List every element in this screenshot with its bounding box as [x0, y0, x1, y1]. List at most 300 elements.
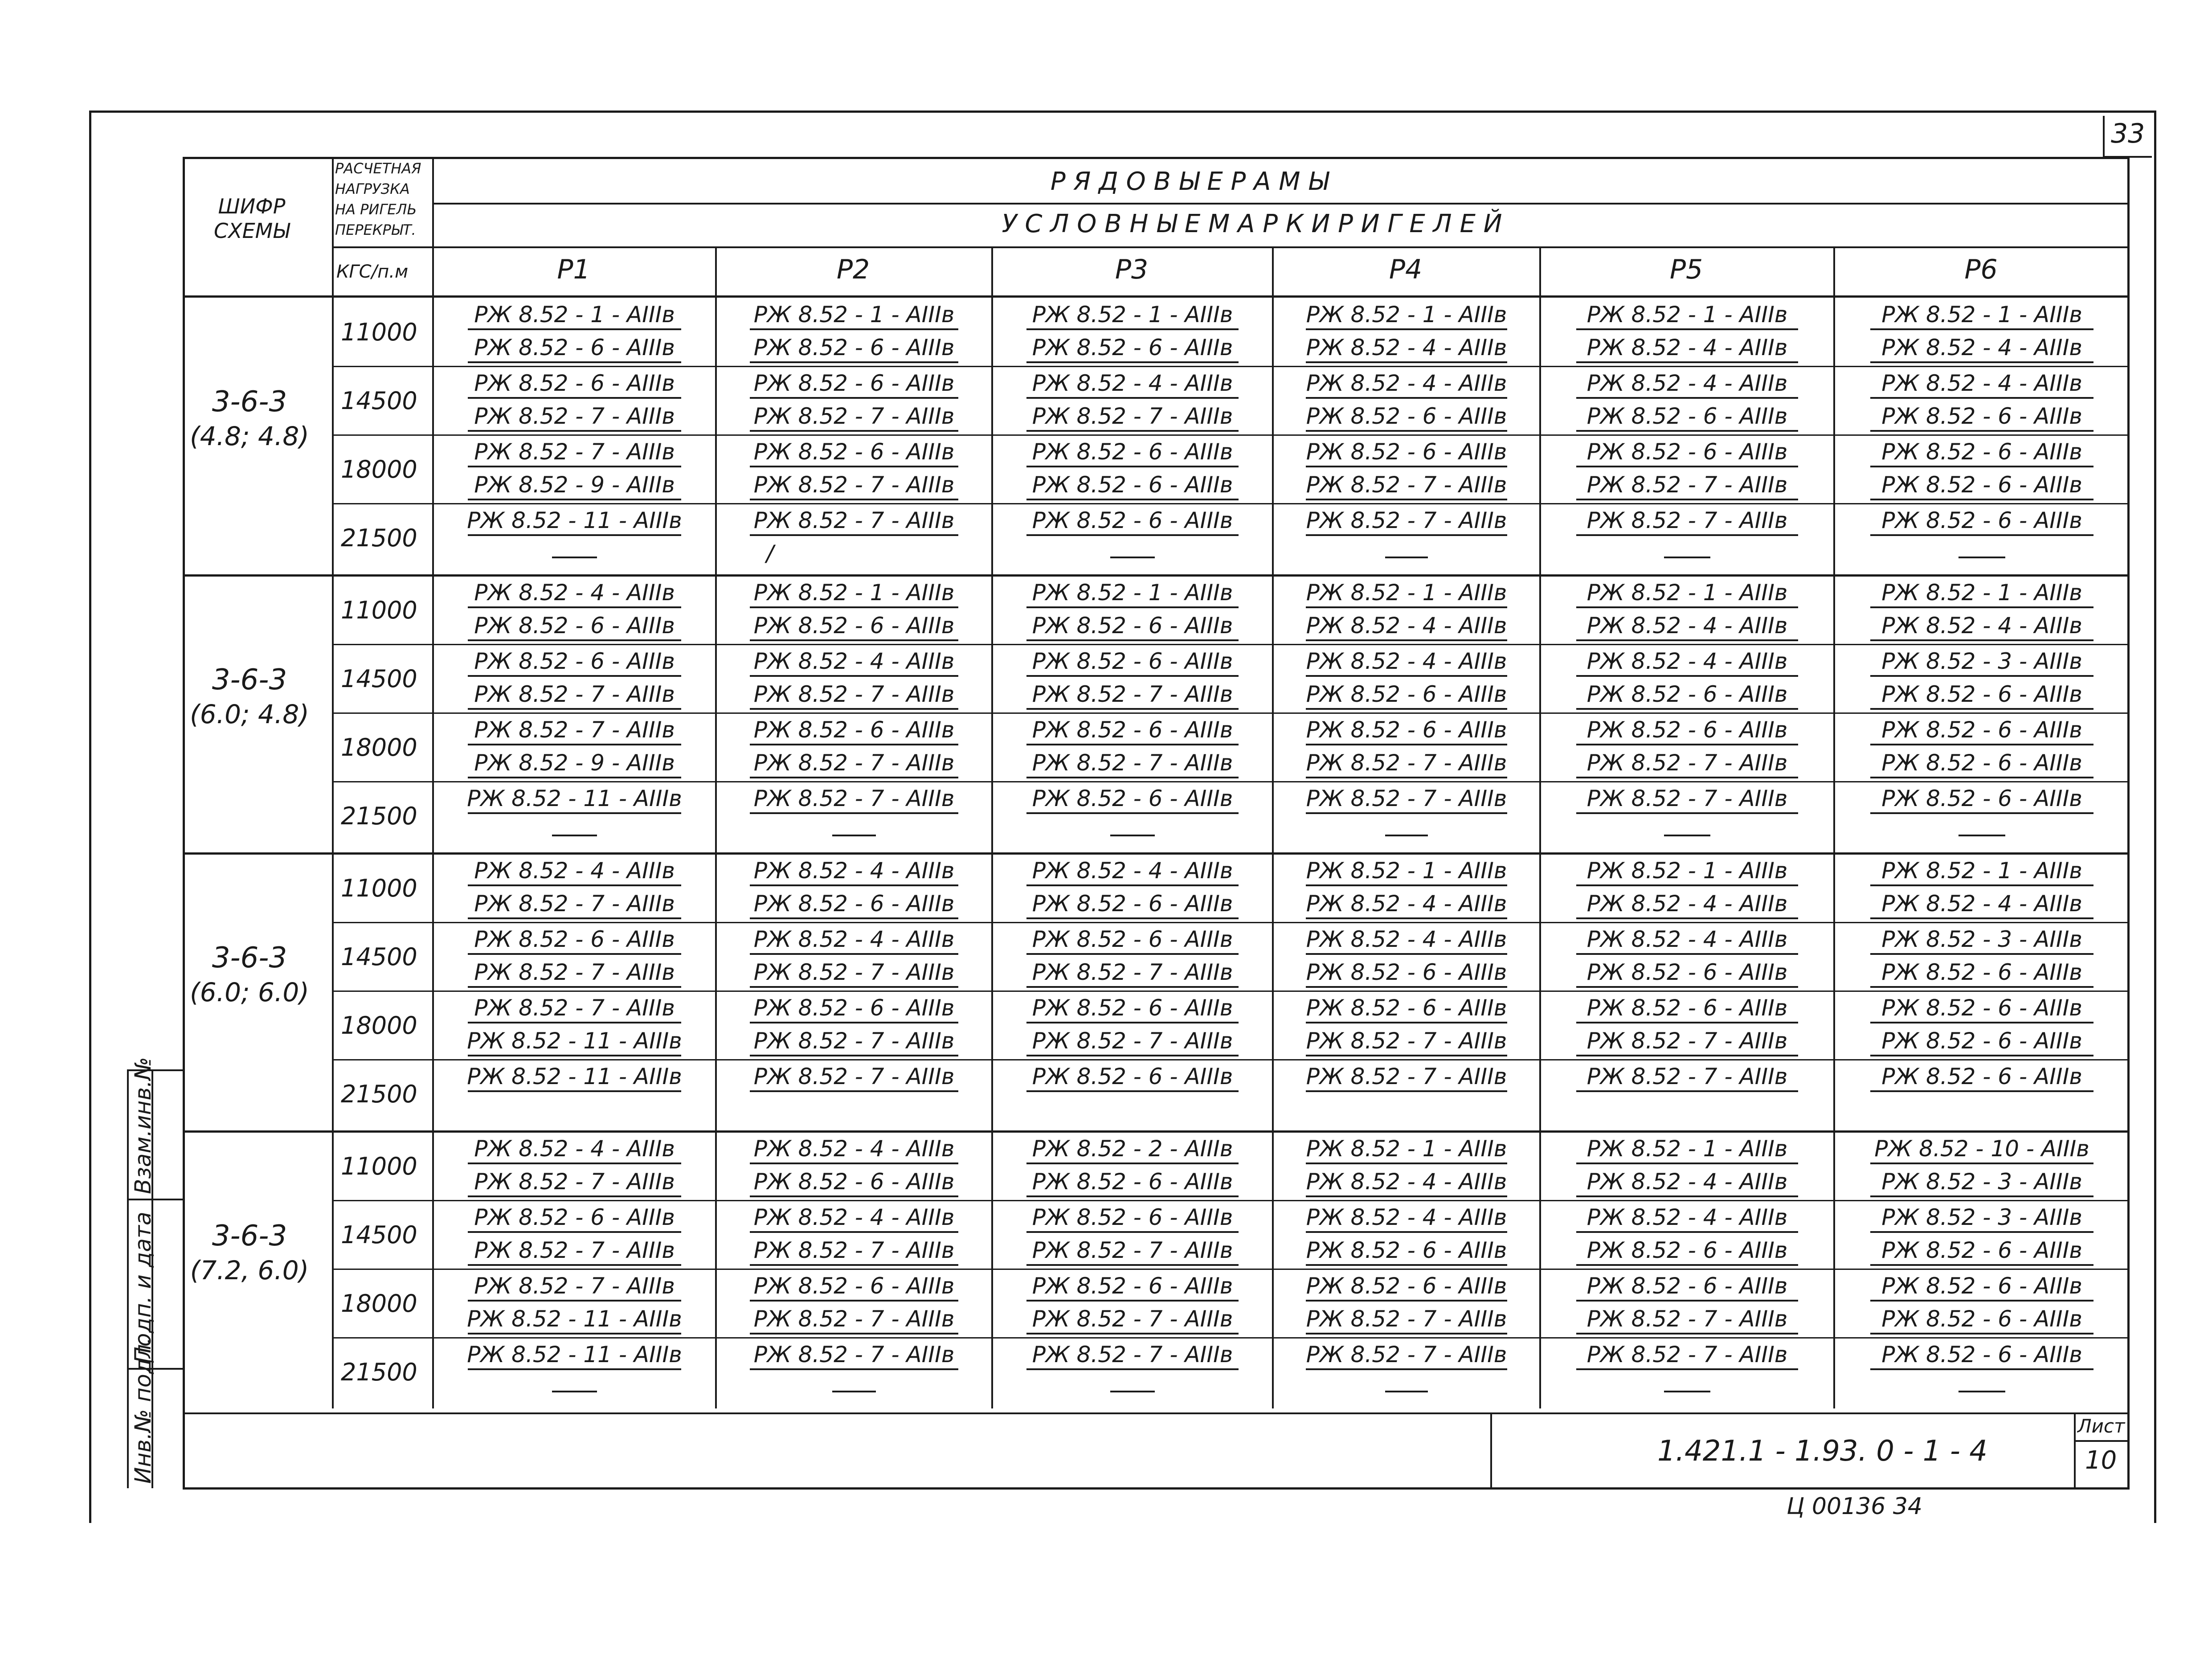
mark-bottom: РЖ 8.52 - 4 - АIIIв	[1586, 335, 1788, 360]
mark-underline	[750, 708, 958, 710]
mark-top: РЖ 8.52 - 6 - АIIIв	[1881, 717, 2082, 743]
mark-underline	[750, 1333, 958, 1334]
title-row-2: У С Л О В Н Ы Е М А Р К И Р И Г Е Л Е Й	[1002, 209, 1502, 238]
mark-top: РЖ 8.52 - 6 - АIIIв	[1586, 439, 1788, 465]
mark-underline	[1026, 639, 1239, 641]
mark-underline	[1306, 1264, 1508, 1266]
mark-cell	[434, 367, 715, 435]
mark-top: РЖ 8.52 - 4 - АIIIв	[474, 1136, 675, 1162]
mark-underline	[750, 1090, 958, 1092]
mark-top: РЖ 8.52 - 11 - АIIIв	[467, 1064, 682, 1089]
mark-underline	[1306, 1300, 1508, 1302]
mark-bottom: РЖ 8.52 - 7 - АIIIв	[1306, 472, 1507, 498]
load-value: 14500	[341, 943, 417, 971]
mark-top: РЖ 8.52 - 6 - АIIIв	[1306, 1273, 1507, 1299]
mark-top: РЖ 8.52 - 4 - АIIIв	[474, 858, 675, 884]
mark-top: РЖ 8.52 - 4 - АIIIв	[474, 580, 675, 606]
mark-bottom: РЖ 8.52 - 6 - АIIIв	[1586, 403, 1788, 429]
mark-bottom: РЖ 8.52 - 7 - АIIIв	[753, 403, 955, 429]
mark-top: РЖ 8.52 - 1 - АIIIв	[1586, 1136, 1788, 1162]
mark-underline	[750, 917, 958, 919]
mark-cell	[1835, 923, 2129, 991]
load-unit: КГС/п.м	[336, 262, 409, 282]
mark-underline	[468, 1090, 682, 1092]
mark-bottom: РЖ 8.52 - 7 - АIIIв	[1032, 403, 1233, 429]
mark-underline	[1870, 1264, 2093, 1266]
empty-dash	[1385, 1391, 1427, 1392]
mark-top: РЖ 8.52 - 4 - АIIIв	[1306, 370, 1507, 396]
mark-top: РЖ 8.52 - 1 - АIIIв	[1881, 302, 2082, 327]
mark-cell	[1274, 991, 1539, 1060]
mark-underline	[750, 1300, 958, 1302]
mark-underline	[1026, 744, 1239, 745]
mark-cell	[1541, 1201, 1833, 1269]
mark-underline	[1870, 1090, 2093, 1092]
mark-cell	[1835, 1338, 2129, 1407]
empty-dash	[1664, 835, 1711, 836]
mark-underline	[1306, 430, 1508, 432]
mark-underline	[750, 986, 958, 988]
header-line-1	[432, 203, 2129, 205]
mark-underline	[750, 675, 958, 677]
mark-cell	[434, 1060, 715, 1129]
mark-top: РЖ 8.52 - 7 - АIIIв	[753, 1342, 955, 1367]
scheme-spans: (4.8; 4.8)	[190, 421, 309, 451]
mark-top: РЖ 8.52 - 6 - АIIIв	[753, 439, 955, 465]
mark-underline	[1870, 1333, 2093, 1334]
mark-underline	[750, 744, 958, 745]
mark-cell	[1835, 1201, 2129, 1269]
mark-cell	[993, 435, 1272, 504]
empty-dash	[1110, 557, 1155, 558]
column-header-р1: Р1	[557, 254, 590, 285]
mark-cell	[1835, 367, 2129, 435]
mark-bottom: РЖ 8.52 - 6 - АIIIв	[753, 335, 955, 360]
load-value: 21500	[341, 524, 417, 552]
mark-top: РЖ 8.52 - 6 - АIIIв	[753, 717, 955, 743]
mark-underline	[1306, 1368, 1508, 1370]
mark-cell	[1541, 367, 1833, 435]
mark-underline	[1870, 744, 2093, 745]
mark-cell	[993, 1201, 1272, 1269]
load-value: 11000	[341, 318, 417, 346]
cipher-label-2: СХЕМЫ	[213, 219, 290, 243]
mark-bottom: РЖ 8.52 - 7 - АIIIв	[1306, 1028, 1507, 1054]
mark-top: РЖ 8.52 - 6 - АIIIв	[1881, 1342, 2082, 1367]
mark-cell	[717, 576, 991, 645]
mark-bottom: РЖ 8.52 - 7 - АIIIв	[474, 891, 675, 917]
column-header-р3: Р3	[1115, 254, 1149, 285]
header-line-2	[332, 246, 2129, 248]
mark-top: РЖ 8.52 - 11 - АIIIв	[467, 786, 682, 811]
mark-underline	[1026, 1264, 1239, 1266]
mark-bottom: РЖ 8.52 - 6 - АIIIв	[753, 1169, 955, 1195]
empty-dash	[552, 557, 597, 558]
mark-cell	[434, 645, 715, 713]
mark-underline	[468, 744, 682, 745]
mark-bottom: РЖ 8.52 - 6 - АIIIв	[1881, 681, 2082, 707]
mark-top: РЖ 8.52 - 6 - АIIIв	[1032, 995, 1233, 1021]
mark-bottom: РЖ 8.52 - 4 - АIIIв	[1306, 891, 1507, 917]
mark-top: РЖ 8.52 - 4 - АIIIв	[753, 858, 955, 884]
empty-dash	[1385, 557, 1427, 558]
mark-underline	[750, 534, 958, 536]
mark-cell	[1541, 1269, 1833, 1338]
mark-cell	[717, 1201, 991, 1269]
mark-top: РЖ 8.52 - 6 - АIIIв	[753, 1273, 955, 1299]
mark-bottom: РЖ 8.52 - 7 - АIIIв	[1032, 681, 1233, 707]
mark-underline	[1306, 1055, 1508, 1056]
mark-cell	[993, 1269, 1272, 1338]
mark-cell	[1274, 367, 1539, 435]
mark-cell	[717, 854, 991, 923]
mark-cell	[1541, 576, 1833, 645]
mark-top: РЖ 8.52 - 6 - АIIIв	[1306, 717, 1507, 743]
empty-dash	[1385, 835, 1427, 836]
mark-bottom: РЖ 8.52 - 6 - АIIIв	[1586, 959, 1788, 985]
mark-bottom: РЖ 8.52 - 11 - АIIIв	[467, 1028, 682, 1054]
mark-top: РЖ 8.52 - 7 - АIIIв	[1306, 1064, 1507, 1089]
mark-cell	[993, 1060, 1272, 1129]
mark-top: РЖ 8.52 - 1 - АIIIв	[1306, 858, 1507, 884]
mark-underline	[468, 986, 682, 988]
mark-top: РЖ 8.52 - 6 - АIIIв	[1586, 1273, 1788, 1299]
mark-top: РЖ 8.52 - 4 - АIIIв	[753, 926, 955, 952]
mark-top: РЖ 8.52 - 4 - АIIIв	[753, 648, 955, 674]
mark-top: РЖ 8.52 - 6 - АIIIв	[1881, 786, 2082, 811]
load-value: 21500	[341, 1080, 417, 1108]
mark-cell	[993, 298, 1272, 367]
mark-bottom: РЖ 8.52 - 7 - АIIIв	[753, 1306, 955, 1332]
mark-underline	[468, 466, 682, 467]
mark-top: РЖ 8.52 - 4 - АIIIв	[1586, 648, 1788, 674]
stamp-left	[127, 1069, 129, 1488]
mark-underline	[750, 361, 958, 363]
mark-top: РЖ 8.52 - 6 - АIIIв	[1306, 439, 1507, 465]
mark-bottom: РЖ 8.52 - 6 - АIIIв	[1032, 472, 1233, 498]
mark-underline	[1870, 606, 2093, 608]
mark-underline	[1306, 1163, 1508, 1164]
mark-underline	[1026, 430, 1239, 432]
mark-cell	[1541, 991, 1833, 1060]
corner-box-left	[2103, 116, 2105, 157]
mark-cell	[1274, 782, 1539, 851]
mark-top: РЖ 8.52 - 7 - АIIIв	[1032, 1342, 1233, 1367]
title-block-sheet-left	[2074, 1412, 2076, 1488]
mark-bottom: РЖ 8.52 - 7 - АIIIв	[753, 959, 955, 985]
mark-underline	[1306, 466, 1508, 467]
mark-underline	[1576, 1333, 1799, 1334]
mark-cell	[1274, 713, 1539, 782]
mark-top: РЖ 8.52 - 6 - АIIIв	[1032, 439, 1233, 465]
mark-cell	[993, 1338, 1272, 1407]
mark-underline	[468, 1055, 682, 1056]
mark-underline	[1026, 812, 1239, 814]
mark-underline	[1306, 986, 1508, 988]
mark-underline	[1870, 1055, 2093, 1056]
mark-cell	[1274, 298, 1539, 367]
mark-underline	[1306, 777, 1508, 778]
mark-top: РЖ 8.52 - 6 - АIIIв	[753, 370, 955, 396]
mark-underline	[468, 1368, 682, 1370]
mark-top: РЖ 8.52 - 7 - АIIIв	[1306, 1342, 1507, 1367]
mark-top: РЖ 8.52 - 1 - АIIIв	[474, 302, 675, 327]
mark-underline	[1576, 777, 1799, 778]
mark-underline	[1576, 917, 1799, 919]
mark-underline	[1306, 884, 1508, 886]
mark-top: РЖ 8.52 - 1 - АIIIв	[1032, 302, 1233, 327]
mark-underline	[1576, 466, 1799, 467]
mark-bottom: РЖ 8.52 - 7 - АIIIв	[753, 750, 955, 776]
mark-cell	[434, 991, 715, 1060]
empty-dash	[832, 835, 876, 836]
mark-bottom: РЖ 8.52 - 6 - АIIIв	[1306, 681, 1507, 707]
mark-top: РЖ 8.52 - 3 - АIIIв	[1881, 1204, 2082, 1230]
mark-top: РЖ 8.52 - 4 - АIIIв	[1032, 858, 1233, 884]
mark-underline	[1306, 917, 1508, 919]
empty-dash	[1110, 1391, 1155, 1392]
mark-top: РЖ 8.52 - 1 - АIIIв	[1306, 1136, 1507, 1162]
mark-top: РЖ 8.52 - 3 - АIIIв	[1881, 926, 2082, 952]
mark-underline	[1026, 1163, 1239, 1164]
mark-underline	[1306, 499, 1508, 500]
sheet-number: 10	[2085, 1446, 2117, 1475]
mark-underline	[1026, 953, 1239, 955]
mark-underline	[1026, 777, 1239, 778]
mark-underline	[1576, 1231, 1799, 1233]
mark-top: РЖ 8.52 - 6 - АIIIв	[753, 995, 955, 1021]
mark-top: РЖ 8.52 - 7 - АIIIв	[1586, 508, 1788, 533]
mark-cell	[434, 1269, 715, 1338]
mark-underline	[750, 328, 958, 330]
mark-underline	[750, 397, 958, 399]
mark-cell	[993, 854, 1272, 923]
mark-underline	[1576, 986, 1799, 988]
mark-cell	[993, 645, 1272, 713]
mark-top: РЖ 8.52 - 6 - АIIIв	[1032, 508, 1233, 533]
scheme-spans: (7.2, 6.0)	[190, 1255, 309, 1285]
mark-underline	[1576, 1300, 1799, 1302]
empty-dash	[1664, 557, 1711, 558]
mark-underline	[1306, 1231, 1508, 1233]
mark-bottom: РЖ 8.52 - 9 - АIIIв	[474, 750, 675, 776]
mark-underline	[1026, 1300, 1239, 1302]
mark-underline	[468, 499, 682, 500]
mark-cell	[717, 367, 991, 435]
mark-bottom: РЖ 8.52 - 4 - АIIIв	[1586, 613, 1788, 639]
mark-top: РЖ 8.52 - 6 - АIIIв	[474, 648, 675, 674]
mark-underline	[468, 397, 682, 399]
mark-underline	[468, 812, 682, 814]
mark-top: РЖ 8.52 - 1 - АIIIв	[1306, 302, 1507, 327]
mark-underline	[1306, 953, 1508, 955]
stamp-cell-3: Инв.№ подл.	[130, 1337, 156, 1484]
title-block-divider	[1490, 1412, 1492, 1488]
mark-cell	[434, 1201, 715, 1269]
mark-top: РЖ 8.52 - 6 - АIIIв	[1032, 717, 1233, 743]
stamp-div-1	[127, 1199, 184, 1200]
empty-dash	[552, 1391, 597, 1392]
mark-underline	[1576, 397, 1799, 399]
outer-frame-left	[89, 111, 91, 1523]
mark-cell	[434, 713, 715, 782]
main-frame-left	[183, 157, 185, 1489]
mark-cell	[1274, 1201, 1539, 1269]
mark-bottom: РЖ 8.52 - 4 - АIIIв	[1881, 613, 2082, 639]
mark-underline	[1306, 708, 1508, 710]
mark-top: РЖ 8.52 - 6 - АIIIв	[1032, 1064, 1233, 1089]
mark-underline	[1026, 328, 1239, 330]
mark-cell	[434, 298, 715, 367]
mark-underline	[750, 953, 958, 955]
mark-underline	[468, 953, 682, 955]
mark-underline	[750, 1055, 958, 1056]
mark-top: РЖ 8.52 - 4 - АIIIв	[1306, 1204, 1507, 1230]
mark-underline	[1576, 361, 1799, 363]
mark-underline	[468, 639, 682, 641]
mark-underline	[1576, 1163, 1799, 1164]
mark-top: РЖ 8.52 - 6 - АIIIв	[1881, 1064, 2082, 1089]
mark-underline	[1870, 708, 2093, 710]
mark-cell	[1835, 435, 2129, 504]
mark-bottom: РЖ 8.52 - 7 - АIIIв	[474, 1237, 675, 1263]
mark-underline	[750, 812, 958, 814]
mark-cell	[1541, 298, 1833, 367]
mark-cell	[1835, 1132, 2129, 1201]
mark-cell	[434, 1338, 715, 1407]
mark-cell	[1274, 1338, 1539, 1407]
mark-bottom: РЖ 8.52 - 7 - АIIIв	[1032, 1028, 1233, 1054]
mark-top: РЖ 8.52 - 4 - АIIIв	[1881, 370, 2082, 396]
mark-cell	[717, 435, 991, 504]
load-value: 14500	[341, 1221, 417, 1249]
mark-cell	[1541, 854, 1833, 923]
mark-cell	[1541, 645, 1833, 713]
mark-underline	[1306, 534, 1508, 536]
mark-top: РЖ 8.52 - 1 - АIIIв	[753, 580, 955, 606]
mark-underline	[1306, 328, 1508, 330]
header-line-3	[183, 295, 2129, 298]
mark-underline	[468, 917, 682, 919]
mark-cell	[1835, 991, 2129, 1060]
mark-underline	[1870, 675, 2093, 677]
mark-underline	[1870, 1231, 2093, 1233]
empty-dash	[552, 835, 597, 836]
mark-cell	[1835, 1269, 2129, 1338]
mark-bottom: РЖ 8.52 - 7 - АIIIв	[1306, 750, 1507, 776]
mark-bottom: РЖ 8.52 - 9 - АIIIв	[474, 472, 675, 498]
mark-bottom: РЖ 8.52 - 7 - АIIIв	[753, 472, 955, 498]
mark-underline	[1576, 1195, 1799, 1197]
load-label-1: РАСЧЕТНАЯ	[335, 160, 421, 177]
mark-cell	[1835, 504, 2129, 573]
mark-underline	[1870, 777, 2093, 778]
mark-underline	[750, 1231, 958, 1233]
mark-underline	[1576, 639, 1799, 641]
mark-cell	[1835, 298, 2129, 367]
mark-bottom: РЖ 8.52 - 4 - АIIIв	[1881, 335, 2082, 360]
empty-dash	[1958, 1391, 2005, 1392]
mark-underline	[1576, 953, 1799, 955]
mark-cell	[993, 991, 1272, 1060]
empty-dash	[1958, 835, 2005, 836]
mark-underline	[1576, 606, 1799, 608]
load-label-3: НА РИГЕЛЬ	[335, 201, 417, 218]
mark-cell	[1541, 923, 1833, 991]
scheme-code: 3-6-3	[212, 663, 287, 696]
mark-cell	[1541, 713, 1833, 782]
mark-bottom: РЖ 8.52 - 6 - АIIIв	[1881, 959, 2082, 985]
column-header-р5: Р5	[1669, 254, 1703, 285]
mark-underline	[1576, 1368, 1799, 1370]
mark-underline	[1306, 606, 1508, 608]
mark-top: РЖ 8.52 - 6 - АIIIв	[1881, 508, 2082, 533]
mark-top: РЖ 8.52 - 1 - АIIIв	[1586, 580, 1788, 606]
mark-top: РЖ 8.52 - 6 - АIIIв	[1881, 439, 2082, 465]
mark-top: РЖ 8.52 - 11 - АIIIв	[467, 1342, 682, 1367]
mark-cell	[717, 1338, 991, 1407]
cipher-label-1: ШИФР	[218, 194, 286, 218]
mark-underline	[468, 1022, 682, 1023]
scheme-code: 3-6-3	[212, 941, 287, 974]
mark-bottom: РЖ 8.52 - 7 - АIIIв	[1586, 472, 1788, 498]
mark-top: РЖ 8.52 - 7 - АIIIв	[1586, 1064, 1788, 1089]
mark-underline	[750, 430, 958, 432]
mark-bottom: РЖ 8.52 - 7 - АIIIв	[474, 403, 675, 429]
mark-underline	[1026, 1090, 1239, 1092]
mark-top: РЖ 8.52 - 7 - АIIIв	[753, 508, 955, 533]
mark-bottom: РЖ 8.52 - 6 - АIIIв	[1032, 613, 1233, 639]
mark-underline	[750, 606, 958, 608]
mark-underline	[468, 1333, 682, 1334]
mark-underline	[1576, 499, 1799, 500]
mark-underline	[1870, 1022, 2093, 1023]
mark-underline	[1576, 430, 1799, 432]
mark-underline	[1870, 953, 2093, 955]
mark-underline	[1026, 1195, 1239, 1197]
mark-underline	[1576, 884, 1799, 886]
mark-underline	[1870, 917, 2093, 919]
mark-underline	[750, 466, 958, 467]
mark-underline	[750, 1368, 958, 1370]
mark-top: РЖ 8.52 - 4 - АIIIв	[1032, 370, 1233, 396]
mark-bottom: РЖ 8.52 - 6 - АIIIв	[1586, 1237, 1788, 1263]
mark-underline	[1306, 639, 1508, 641]
mark-top: РЖ 8.52 - 1 - АIIIв	[1881, 580, 2082, 606]
mark-underline	[1026, 1055, 1239, 1056]
mark-underline	[468, 675, 682, 677]
empty-dash	[832, 1391, 876, 1392]
scheme-code: 3-6-3	[212, 1220, 287, 1253]
mark-underline	[1576, 708, 1799, 710]
mark-underline	[1870, 986, 2093, 988]
empty-dash	[1664, 1391, 1711, 1392]
mark-underline	[1026, 1022, 1239, 1023]
mark-bottom: РЖ 8.52 - 4 - АIIIв	[1586, 1169, 1788, 1195]
mark-cell	[717, 991, 991, 1060]
mark-cell	[434, 854, 715, 923]
mark-top: РЖ 8.52 - 6 - АIIIв	[1586, 995, 1788, 1021]
mark-cell	[1541, 782, 1833, 851]
mark-underline	[750, 1163, 958, 1164]
mark-bottom: РЖ 8.52 - 7 - АIIIв	[753, 1237, 955, 1263]
mark-underline	[750, 884, 958, 886]
mark-underline	[468, 1300, 682, 1302]
mark-bottom: РЖ 8.52 - 6 - АIIIв	[1586, 681, 1788, 707]
mark-cell	[1274, 1132, 1539, 1201]
mark-underline	[1306, 675, 1508, 677]
main-frame-top	[183, 157, 2130, 159]
